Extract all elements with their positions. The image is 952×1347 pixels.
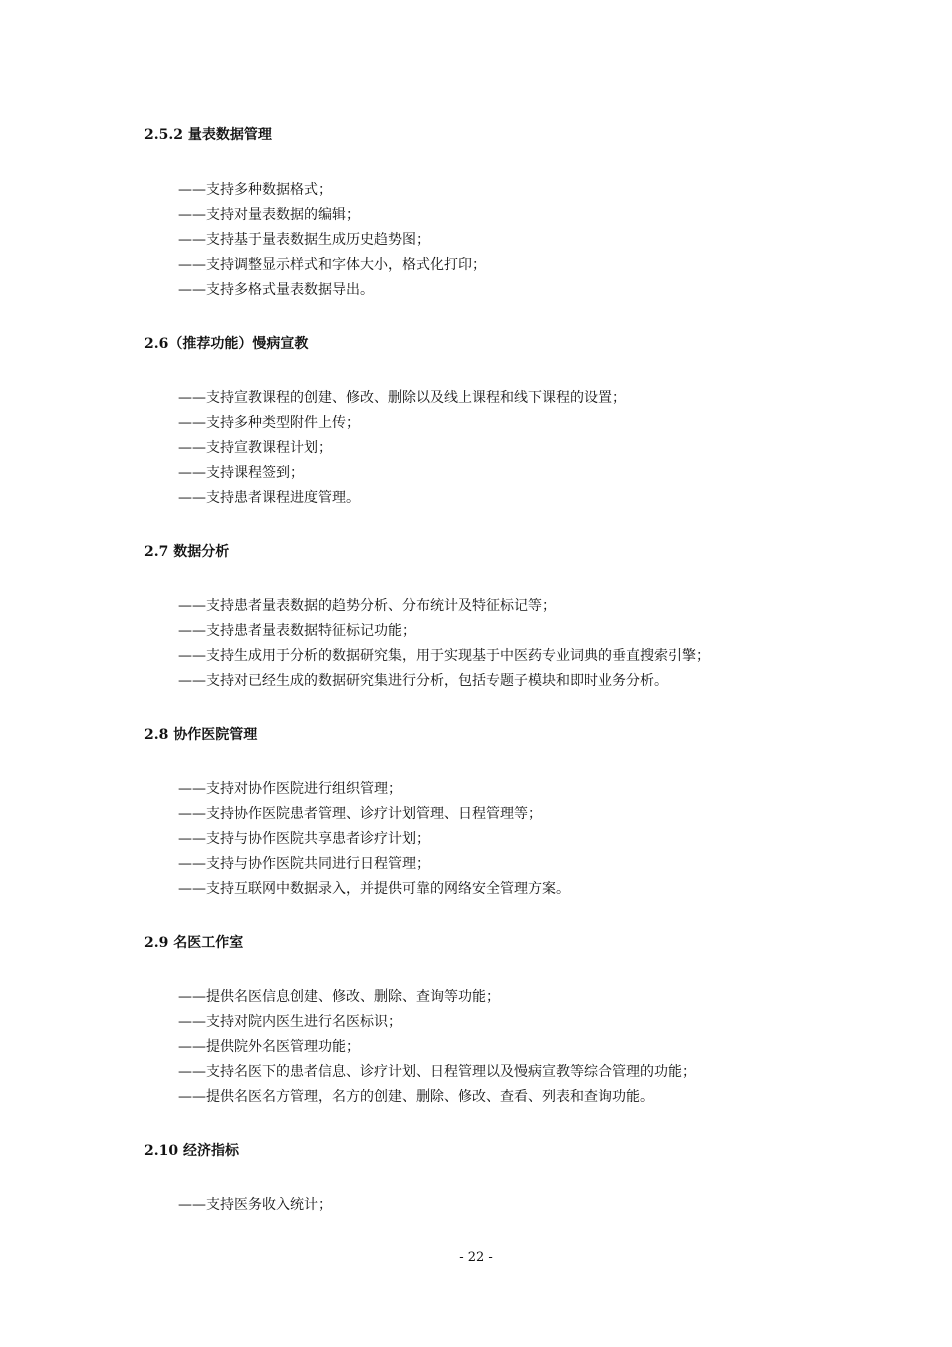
list-item: ——支持课程签到； [178, 465, 304, 481]
list-item: ——提供名医名方管理，名方的创建、删除、修改、查看、列表和查询功能。 [178, 1089, 654, 1105]
list-item: ——支持患者课程进度管理。 [178, 490, 360, 506]
list-item: ——支持患者量表数据的趋势分析、分布统计及特征标记等； [178, 598, 556, 614]
list-item: ——支持多种数据格式； [178, 182, 332, 198]
list-item: ——支持调整显示样式和字体大小，格式化打印； [178, 257, 486, 273]
list-item: ——支持宣教课程计划； [178, 440, 332, 456]
list-item: ——支持多种类型附件上传； [178, 415, 360, 431]
list-item: ——支持对协作医院进行组织管理； [178, 781, 402, 797]
list-item: ——支持名医下的患者信息、诊疗计划、日程管理以及慢病宣教等综合管理的功能； [178, 1064, 696, 1080]
list-item: ——支持对院内医生进行名医标识； [178, 1014, 402, 1030]
list-item: ——支持互联网中数据录入，并提供可靠的网络安全管理方案。 [178, 881, 570, 897]
list-item: ——支持对已经生成的数据研究集进行分析，包括专题子模块和即时业务分析。 [178, 673, 668, 689]
list-item: ——提供院外名医管理功能； [178, 1039, 360, 1055]
list-item: ——支持多格式量表数据导出。 [178, 282, 374, 298]
section-heading-2-5-2: 2.5.2 量表数据管理 [144, 127, 272, 143]
list-item: ——支持对量表数据的编辑； [178, 207, 360, 223]
list-item: ——支持与协作医院共享患者诊疗计划； [178, 831, 430, 847]
section-heading-2-8: 2.8 协作医院管理 [144, 727, 258, 743]
list-item: ——支持与协作医院共同进行日程管理； [178, 856, 430, 872]
section-heading-2-7: 2.7 数据分析 [144, 544, 230, 560]
section-heading-2-9: 2.9 名医工作室 [144, 935, 244, 951]
list-item: ——支持协作医院患者管理、诊疗计划管理、日程管理等； [178, 806, 542, 822]
list-item: ——提供名医信息创建、修改、删除、查询等功能； [178, 989, 500, 1005]
list-item: ——支持生成用于分析的数据研究集，用于实现基于中医药专业词典的垂直搜索引擎； [178, 648, 710, 664]
list-item: ——支持宣教课程的创建、修改、删除以及线上课程和线下课程的设置； [178, 390, 626, 406]
list-item: ——支持基于量表数据生成历史趋势图； [178, 232, 430, 248]
page-number: - 22 - [459, 1250, 493, 1265]
list-item: ——支持医务收入统计； [178, 1197, 332, 1213]
section-heading-2-10: 2.10 经济指标 [144, 1143, 239, 1159]
section-heading-2-6: 2.6（推荐功能）慢病宣教 [144, 336, 309, 352]
list-item: ——支持患者量表数据特征标记功能； [178, 623, 416, 639]
